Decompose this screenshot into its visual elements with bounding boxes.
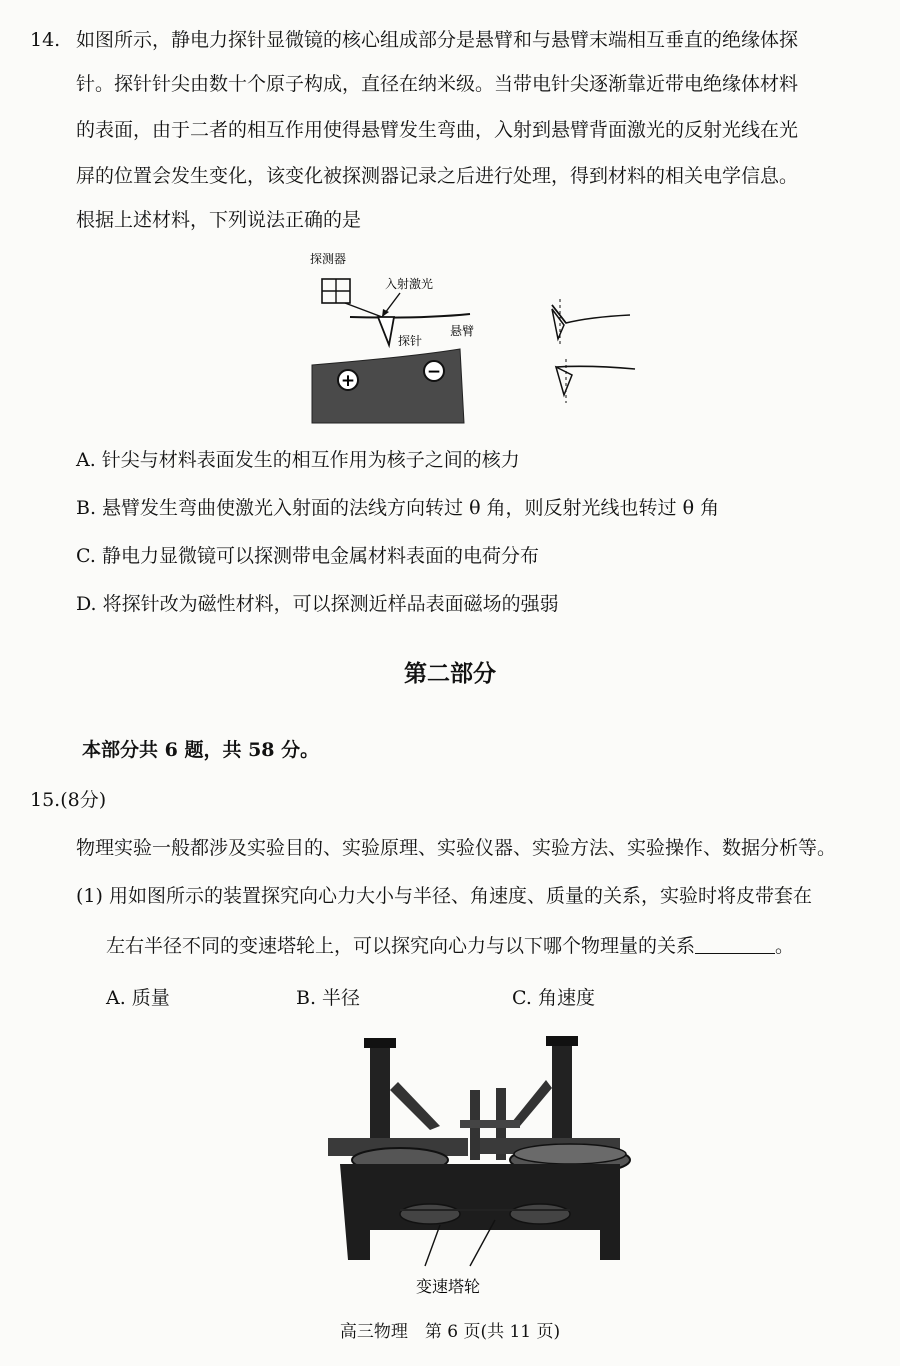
q15-number: 15.	[30, 789, 61, 811]
part2-title: 第二部分	[404, 660, 496, 687]
q15-intro: 物理实验一般都涉及实验目的、实验原理、实验仪器、实验方法、实验操作、数据分析等。	[76, 837, 837, 859]
q14-line-1: 如图所示，静电力探针显微镜的核心组成部分是悬臂和与悬臂末端相互垂直的绝缘体探	[76, 29, 799, 51]
q14-line-2: 针。探针针尖由数十个原子构成，直径在纳米级。当带电针尖逐渐靠近带电绝缘体材料	[76, 73, 799, 95]
q14-option-a: A. 针尖与材料表面发生的相互作用为核子之间的核力	[76, 449, 520, 471]
q15-option-a: A. 质量	[106, 987, 170, 1009]
page-footer: 高三物理 第 6 页(共 11 页)	[339, 1322, 561, 1342]
probe-label: 探针	[398, 334, 423, 348]
q15-sub1-line2: 左右半径不同的变速塔轮上，可以探究向心力与以下哪个物理量的关系 。	[106, 935, 795, 957]
variable-speed-pulley-label: 变速塔轮	[415, 1277, 481, 1296]
laser-label: 入射激光	[385, 277, 434, 291]
q14-option-b: B. 悬臂发生弯曲使激光入射面的法线方向转过 θ 角，则反射光线也转过 θ 角	[76, 497, 720, 519]
q15-sub1-line1: (1) 用如图所示的装置探究向心力大小与半径、角速度、质量的关系，实验时将皮带套在	[76, 885, 812, 907]
probe-sketch-2	[556, 366, 635, 369]
q14-option-c: C. 静电力显微镜可以探测带电金属材料表面的电荷分布	[76, 545, 539, 567]
q15-header	[30, 786, 106, 814]
answer-blank[interactable]	[695, 933, 775, 954]
detector-label: 探测器	[310, 252, 347, 266]
q15-option-c: C. 角速度	[512, 987, 595, 1009]
q14-line-3: 的表面，由于二者的相互作用使得悬臂发生弯曲，入射到悬臂背面激光的反射光线在光	[76, 119, 799, 141]
sample-block	[312, 349, 464, 423]
probe-tip	[378, 317, 394, 345]
svg-text:+: +	[340, 371, 356, 391]
q15-apparatus-figure	[320, 1030, 650, 1310]
cantilever	[350, 314, 470, 318]
q14-line-4: 屏的位置会发生变化，该变化被探测器记录之后进行处理，得到材料的相关电学信息。	[76, 165, 799, 187]
svg-text:−: −	[426, 362, 442, 382]
q14-number: 14.	[30, 29, 61, 51]
part2-intro: 本部分共 6 题，共 58 分。	[82, 739, 320, 761]
q15-option-b: B. 半径	[296, 987, 361, 1009]
cantilever-label: 悬臂	[450, 324, 475, 338]
reflected-laser	[345, 303, 382, 317]
q15-score: (8分)	[60, 789, 107, 811]
q14-line-5: 根据上述材料，下列说法正确的是	[76, 209, 362, 231]
q14-option-d: D. 将探针改为磁性材料，可以探测近样品表面磁场的强弱	[76, 593, 559, 615]
q14-figure	[290, 245, 650, 430]
